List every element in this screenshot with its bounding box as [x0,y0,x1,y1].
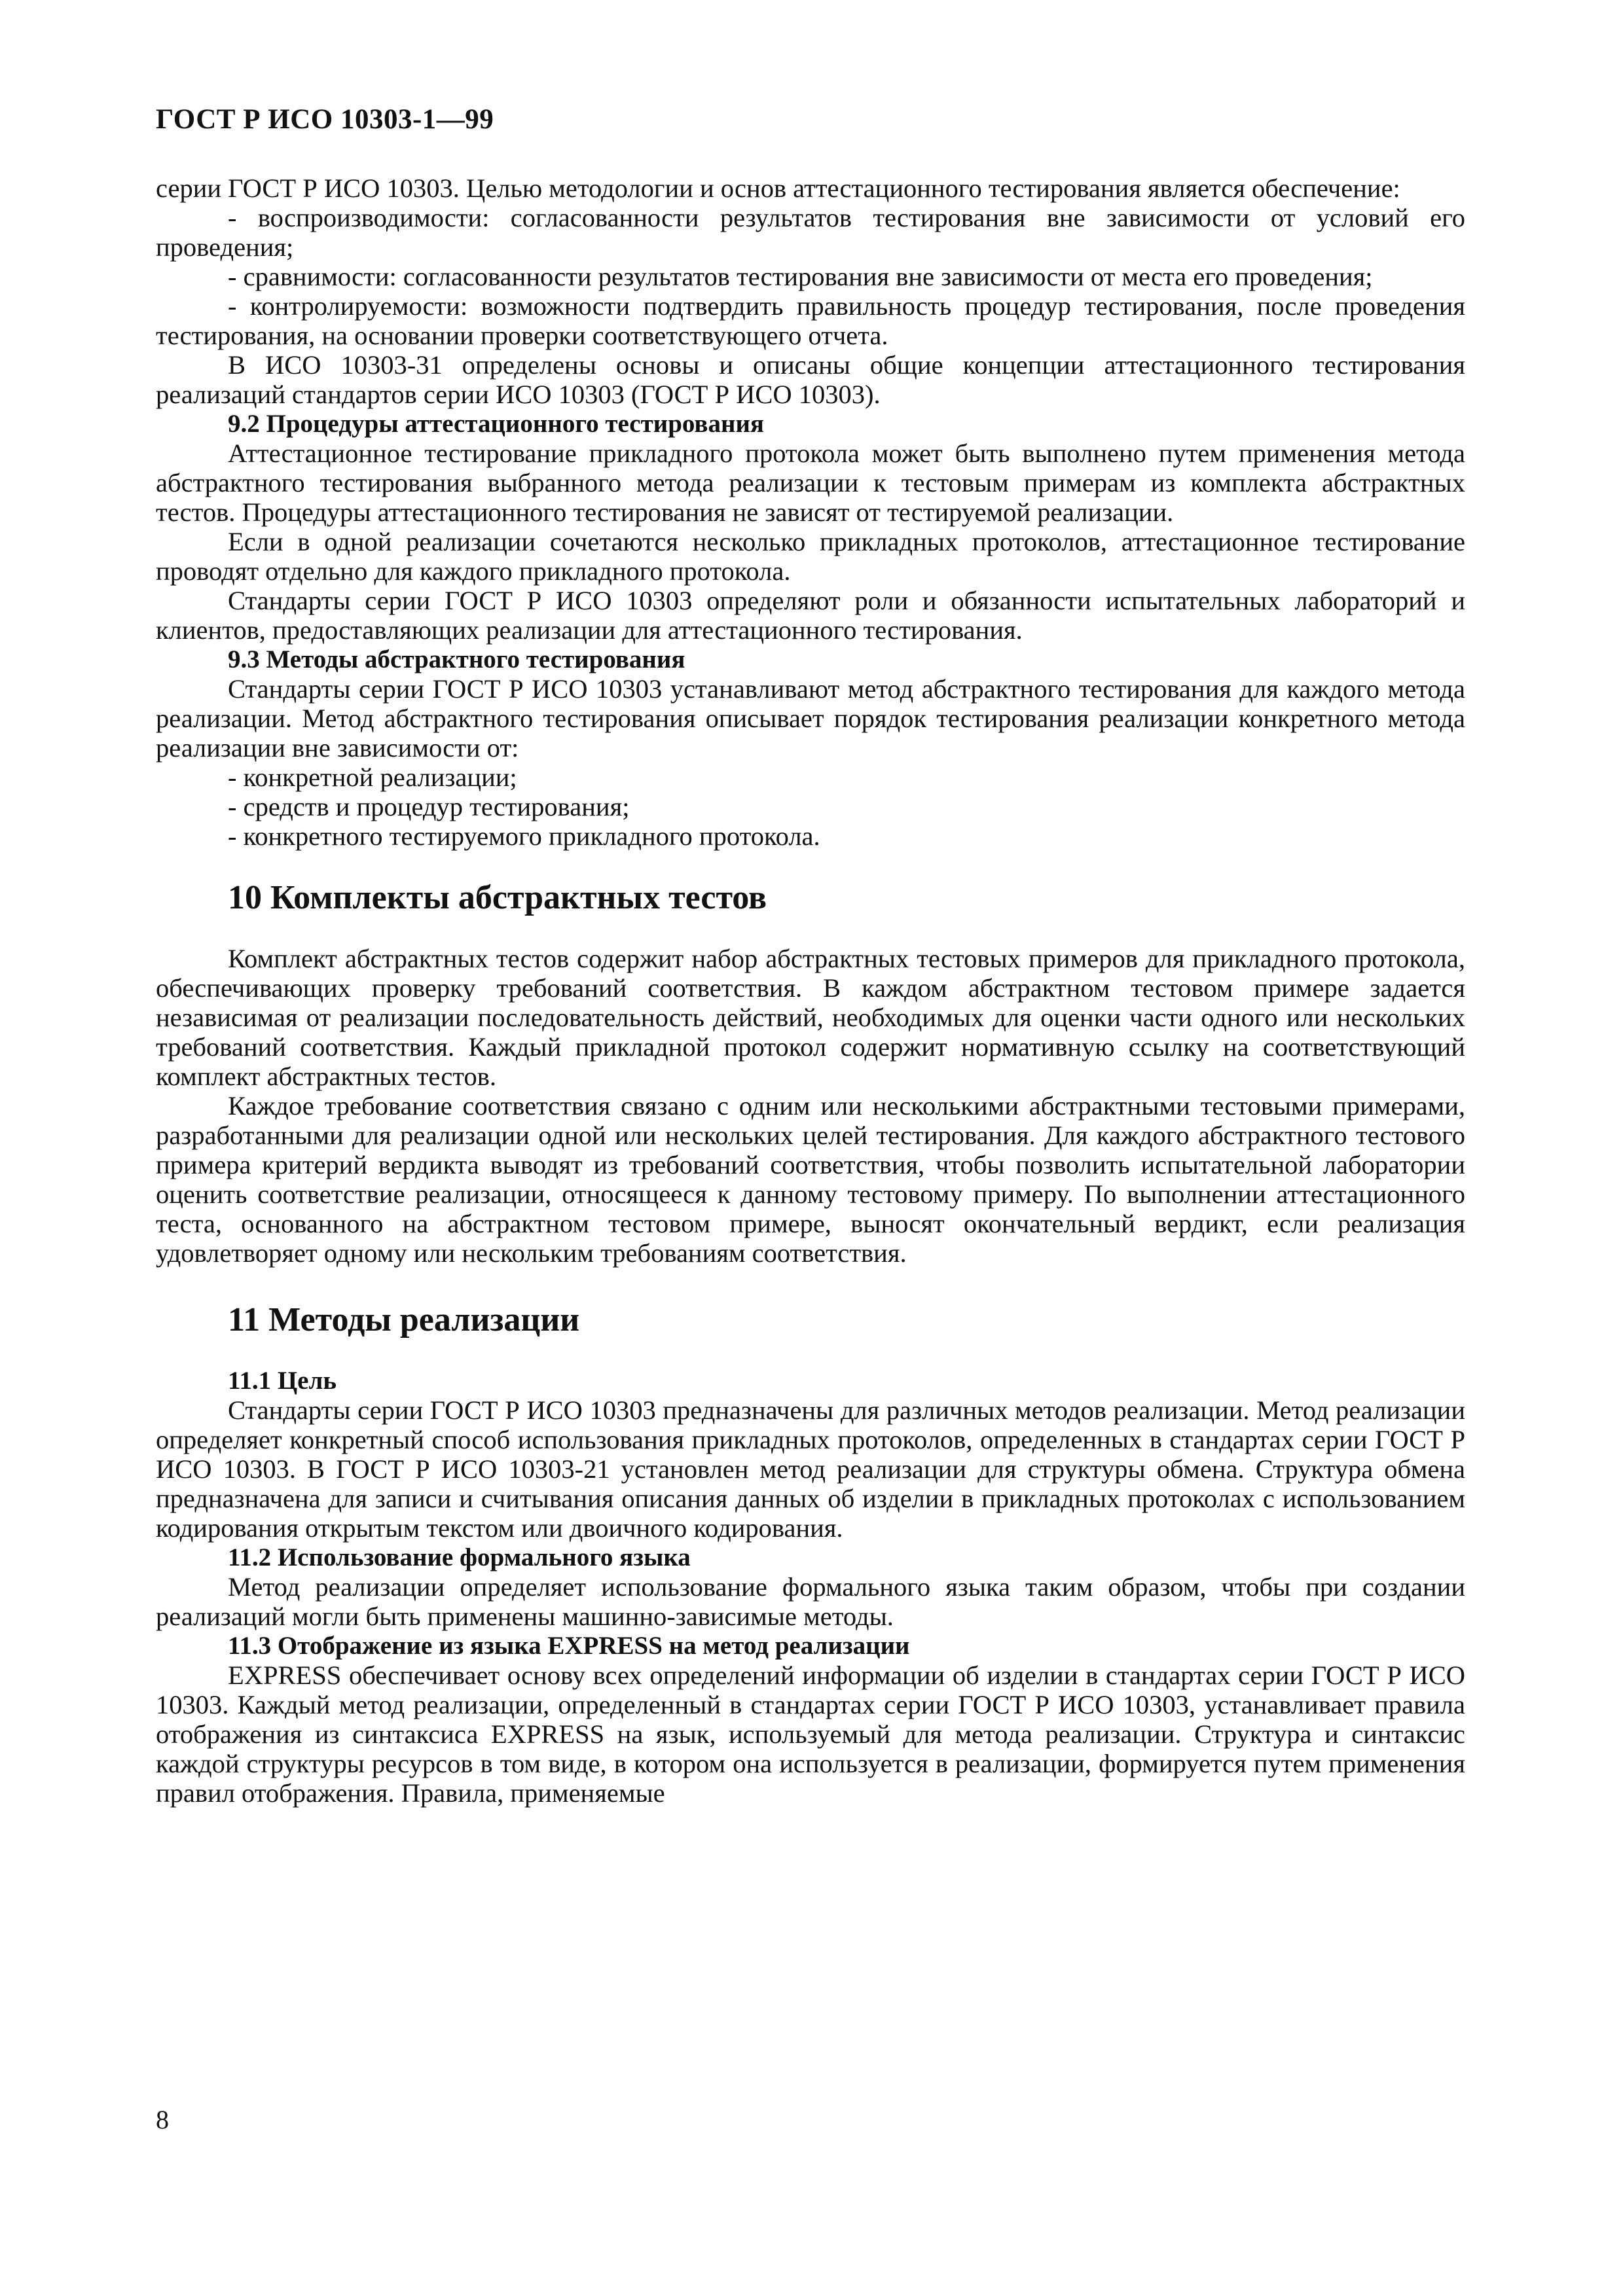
document-header: ГОСТ Р ИСО 10303-1—99 [156,104,494,135]
section-heading-11: 11 Методы реализации [228,1301,580,1338]
list-item: - конкретного тестируемого прикладного протокола. [228,821,820,851]
subsection-heading-11-1: 11.1 Цель [228,1367,337,1395]
subsection-heading-11-2: 11.2 Использование формального языка [228,1543,691,1571]
paragraph: Стандарты серии ГОСТ Р ИСО 10303 определяют роли и обязанности испытательных лабораторий и клиентов, предоставляющих реализации для аттестационного тестирования. [156,586,1465,645]
paragraph: EXPRESS обеспечивает основу всех определений информации об изделии в стандартах серии ГОСТ Р ИСО 10303. Каждый метод реализации, определенный в стандартах серии ГОСТ Р ИСО 10303, устанавливает правила отображения из синтаксиса EXPRESS на язык, используемый для метода реализации. Структура и синтаксис каждой структуры ресурсов в том виде, в котором она используется в реализации, формируется путем применения правил отображения. Правила, применяемые [156,1660,1465,1808]
paragraph: Комплект абстрактных тестов содержит набор абстрактных тестовых примеров для прикладного протокола, обеспечивающих проверку требований соответствия. В каждом абстрактном тестовом примере задается независимая от реализации последовательность действий, необходимых для оценки части одного или нескольких требований соответствия. Каждый прикладной протокол содержит нормативную ссылку на соответствующий комплект абстрактных тестов. [156,944,1465,1091]
list-item: - воспроизводимости: согласованности результатов тестирования вне зависимости от условий его проведения; [156,203,1465,262]
subsection-heading-9-2: 9.2 Процедуры аттестационного тестирования [228,410,765,438]
paragraph: Стандарты серии ГОСТ Р ИСО 10303 устанавливают метод абстрактного тестирования для каждого метода реализации. Метод абстрактного тестирования описывает порядок тестирования реализации конкретного метода реализации вне зависимости от: [156,674,1465,762]
document-body [156,173,1465,1808]
paragraph: Аттестационное тестирование прикладного протокола может быть выполнено путем применения метода абстрактного тестирования выбранного метода реализации к тестовым примерам из комплекта абстрактных тестов. Процедуры аттестационного тестирования не зависят от тестируемой реализации. [156,439,1465,527]
list-item: - сравнимости: согласованности результатов тестирования вне зависимости от места его проведения; [228,262,1373,291]
paragraph: Если в одной реализации сочетаются несколько прикладных протоколов, аттестационное тестирование проводят отдельно для каждого прикладного протокола. [156,527,1465,586]
page-number: 8 [156,2105,169,2134]
section-heading-10: 10 Комплекты абстрактных тестов [228,879,767,916]
paragraph: Стандарты серии ГОСТ Р ИСО 10303 предназначены для различных методов реализации. Метод реализации определяет конкретный способ использования прикладных протоколов, определенных в стандартах серии ГОСТ Р ИСО 10303. В ГОСТ Р ИСО 10303-21 установлен метод реализации для структуры обмена. Структура обмена предназначена для записи и считывания описания данных об изделии в прикладных протоколах с использованием кодирования открытым текстом или двоичного кодирования. [156,1395,1465,1543]
paragraph: Каждое требование соответствия связано с одним или несколькими абстрактными тестовыми примерами, разработанными для реализации одной или нескольких целей тестирования. Для каждого абстрактного тестового примера критерий вердикта выводят из требований соответствия, чтобы позволить испытательной лаборатории оценить соответствие реализации, относящееся к данному тестовому примеру. По выполнении аттестационного теста, основанного на абстрактном тестовом примере, выносят окончательный вердикт, если реализация удовлетворяет одному или нескольким требованиям соответствия. [156,1091,1465,1268]
paragraph-intro: серии ГОСТ Р ИСО 10303. Целью методологии и основ аттестационного тестирования является обеспечение: [156,173,1400,203]
list-item: - контролируемости: возможности подтвердить правильность процедур тестирования, после проведения тестирования, на основании проверки соответствующего отчета. [156,291,1465,350]
list-item: - средств и процедур тестирования; [228,792,630,821]
subsection-heading-9-3: 9.3 Методы абстрактного тестирования [228,645,685,673]
paragraph: Метод реализации определяет использование формального языка таким образом, чтобы при создании реализаций могли быть применены машинно-зависимые методы. [156,1572,1465,1631]
subsection-heading-11-3: 11.3 Отображение из языка EXPRESS на метод реализации [228,1632,910,1660]
paragraph-iso31: В ИСО 10303-31 определены основы и описаны общие концепции аттестационного тестирования реализаций стандартов серии ИСО 10303 (ГОСТ Р ИСО 10303). [156,350,1465,409]
list-item: - конкретной реализации; [228,762,517,792]
